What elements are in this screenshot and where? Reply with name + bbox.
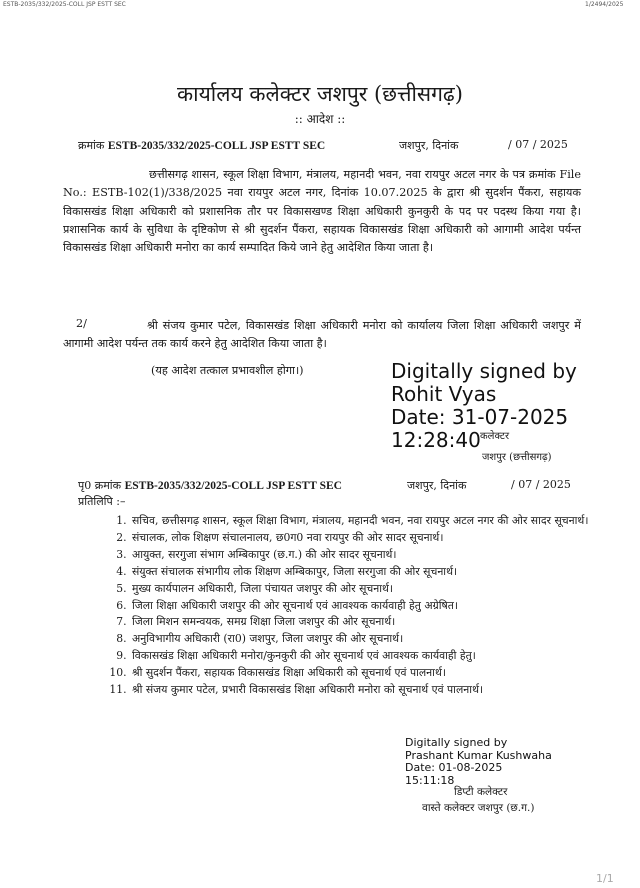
page-number: 1/1 — [596, 872, 614, 885]
copy-list-item: 8. अनुविभागीय अधिकारी (रा0) जशपुर, जिला जशपुर की ओर सूचनार्थ। — [130, 631, 608, 648]
immediate-effect-note: (यह आदेश तत्काल प्रभावशील होगा।) — [151, 364, 304, 377]
copy-list-item: 11. श्री संजय कुमार पटेल, प्रभारी विकासखंड शिक्षा अधिकारी मनोरा को सूचनार्थ एवं पालनार्थ। — [130, 682, 608, 699]
copy-list-item: 7. जिला मिशन समन्वयक, समग्र शिक्षा जिला जशपुर की ओर सूचनार्थ। — [130, 614, 608, 631]
copy-list-item: 6. जिला शिक्षा अधिकारी जशपुर की ओर सूचनार्थ एवं आवश्यक कार्यवाही हेतु अग्रेषित। — [130, 598, 608, 615]
endorsement-date: / 07 / 2025 — [511, 478, 571, 491]
document-id-header: ESTB-2035/332/2025-COLL JSP ESTT SEC — [3, 1, 126, 8]
signature-line: Digitally signed by — [391, 359, 577, 383]
signature-time: 15:11:18 — [405, 773, 455, 787]
signature-line: Digitally signed by — [405, 736, 508, 749]
signature-time: 12:28:40 — [391, 428, 481, 452]
reference-date: / 07 / 2025 — [508, 138, 568, 151]
paragraph-2-number: 2/ — [76, 317, 87, 330]
digital-signature-deputy-collector — [405, 737, 552, 787]
on-behalf-of-collector: वास्ते कलेक्टर जशपुर (छ.ग.) — [422, 802, 535, 814]
document-number-header: 1/2494/2025 — [585, 1, 624, 8]
reference-place-date: जशपुर, दिनांक — [399, 139, 459, 152]
endorsement-number: ESTB-2035/332/2025-COLL JSP ESTT SEC — [124, 480, 342, 492]
reference-number: ESTB-2035/332/2025-COLL JSP ESTT SEC — [107, 140, 326, 152]
copy-list-item: 1. सचिव, छत्तीसगढ़ शासन, स्कूल शिक्षा विभाग, मंत्रालय, महानदी भवन, नवा रायपुर अटल नगर की ओर सादर सूचनार्थ। — [130, 513, 608, 530]
signature-date: Date: 31-07-2025 — [391, 405, 569, 429]
endorsement-prefix: पृ0 क्रमांक — [78, 479, 122, 492]
copy-list-item: 10. श्री सुदर्शन पैंकरा, सहायक विकासखंड शिक्षा अधिकारी को सूचनार्थ एवं पालनार्थ। — [130, 665, 608, 682]
copy-to-list — [108, 513, 608, 699]
signature-date: Date: 01-08-2025 — [405, 761, 503, 774]
deputy-collector-designation: डिप्टी कलेक्टर — [454, 786, 508, 798]
signer-name: Prashant Kumar Kushwaha — [405, 748, 552, 762]
copy-list-item: 2. संचालक, लोक शिक्षण संचालनालय, छ0ग0 नवा रायपुर की ओर सादर सूचनार्थ। — [130, 530, 608, 547]
order-paragraph-1: छत्तीसगढ़ शासन, स्कूल शिक्षा विभाग, मंत्रालय, महानदी भवन, नवा रायपुर अटल नगर के पत्र क्रमांक File No.: ESTB-102(1)/338/2025 नवा रायपुर अटल नगर, दिनांक 10.07.2025 के द्वारा श्री सुदर्शन पैंकरा, सहायक विकासखंड शिक्षा अधिकारी को प्रशासनिक तौर पर विकासखण्ड शिक्षा अधिकारी कुनकुरी के पद पर पदस्थ किया गया है। प्रशासनिक कार्य के सुविधा के दृष्टिकोण से श्री सुदर्शन पैंकरा, सहायक विकासखंड शिक्षा अधिकारी को आगामी आदेश पर्यन्त विकासखंड शिक्षा अधिकारी मनोरा का कार्य सम्पादित किये जाने हेतु आदेशित किया जाता है। — [63, 168, 581, 255]
order-paragraph-2: श्री संजय कुमार पटेल, विकासखंड शिक्षा अधिकारी मनोरा को कार्यालय जिला शिक्षा अधिकारी जशपुर में आगामी आदेश पर्यन्त तक कार्य करने हेतु आदेशित किया जाता है। — [63, 319, 581, 351]
endorsement-reference-line — [78, 478, 342, 493]
collector-place: जशपुर (छत्तीसगढ़) — [482, 452, 552, 463]
signer-name: Rohit Vyas — [391, 382, 497, 406]
office-title: कार्यालय कलेक्टर जशपुर (छत्तीसगढ़) — [177, 82, 463, 106]
copy-list-item: 3. आयुक्त, सरगुजा संभाग अम्बिकापुर (छ.ग.) की ओर सादर सूचनार्थ। — [130, 547, 608, 564]
copy-list-item: 9. विकासखंड शिक्षा अधिकारी मनोरा/कुनकुरी की ओर सूचनार्थ एवं आवश्यक कार्यवाही हेतु। — [130, 648, 608, 665]
endorsement-place-date: जशपुर, दिनांक — [407, 479, 467, 492]
order-heading: :: आदेश :: — [294, 112, 346, 126]
reference-line — [78, 138, 325, 153]
collector-designation: कलेक्टर — [480, 431, 510, 442]
copy-list-item: 4. संयुक्त संचालक संभागीय लोक शिक्षण अम्बिकापुर, जिला सरगुजा की ओर सूचनार्थ। — [130, 564, 608, 581]
reference-prefix: क्रमांक — [78, 139, 105, 152]
copy-list-item: 5. मुख्य कार्यपालन अधिकारी, जिला पंचायत जशपुर की ओर सूचनार्थ। — [130, 581, 608, 598]
copy-to-label: प्रतिलिपि :– — [78, 495, 126, 508]
